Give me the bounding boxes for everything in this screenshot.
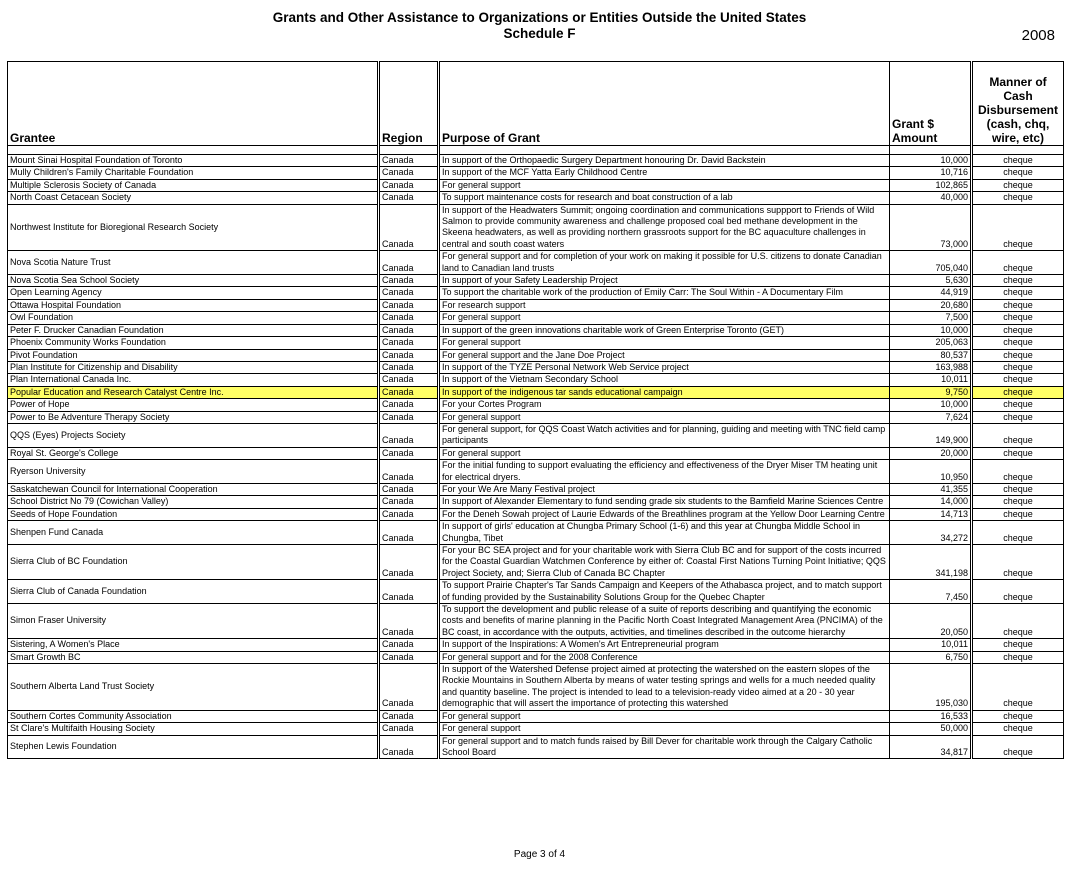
purpose-cell: In support of the TYZE Personal Network Web Service project xyxy=(439,361,890,373)
manner-cell: cheque xyxy=(972,604,1064,639)
amount-cell: 34,817 xyxy=(890,735,972,759)
amount-cell: 7,500 xyxy=(890,312,972,324)
grantee-cell: QQS (Eyes) Projects Society xyxy=(8,423,379,447)
purpose-cell: For general support xyxy=(439,337,890,349)
purpose-cell: For general support xyxy=(439,447,890,459)
column-header-amount xyxy=(890,62,972,146)
manner-cell: cheque xyxy=(972,337,1064,349)
manner-cell: cheque xyxy=(972,386,1064,398)
amount-header-line: Amount xyxy=(892,131,938,145)
grantee-cell: Owl Foundation xyxy=(8,312,379,324)
region-cell: Canada xyxy=(379,735,439,759)
region-cell: Canada xyxy=(379,155,439,167)
amount-cell: 16,533 xyxy=(890,710,972,722)
amount-cell: 205,063 xyxy=(890,337,972,349)
purpose-cell: For general support xyxy=(439,179,890,191)
grantee-cell: Plan Institute for Citizenship and Disability xyxy=(8,361,379,373)
grantee-cell: Open Learning Agency xyxy=(8,287,379,299)
purpose-cell: For general support xyxy=(439,312,890,324)
purpose-cell: In support of the Headwaters Summit; ongoing coordination and communications suppport to Friends of Wild Salmon to provide community awareness and challenge proposed coal bed methane development in the Skeena headwaters, as well as providing northern grassroots support for the BC aquaculture challenges in central and south coast waters xyxy=(439,204,890,251)
table-row xyxy=(8,411,1064,423)
purpose-cell: For general support and for completion of your work on making it possible for U.S. citizens to donate Canadian land to Canadian land trusts xyxy=(439,251,890,275)
table-row xyxy=(8,275,1064,287)
manner-cell: cheque xyxy=(972,312,1064,324)
region-cell: Canada xyxy=(379,275,439,287)
region-cell: Canada xyxy=(379,399,439,411)
document-subtitle: Schedule F xyxy=(503,26,576,41)
amount-cell: 149,900 xyxy=(890,423,972,447)
grantee-cell: Mount Sinai Hospital Foundation of Toronto xyxy=(8,155,379,167)
amount-cell: 20,680 xyxy=(890,299,972,311)
grantee-cell: Phoenix Community Works Foundation xyxy=(8,337,379,349)
purpose-cell: For general support and for the 2008 Conference xyxy=(439,651,890,663)
amount-cell: 80,537 xyxy=(890,349,972,361)
grantee-cell: St Clare's Multifaith Housing Society xyxy=(8,723,379,735)
amount-cell: 14,000 xyxy=(890,496,972,508)
manner-cell: cheque xyxy=(972,735,1064,759)
manner-cell: cheque xyxy=(972,521,1064,545)
purpose-cell: For the initial funding to support evaluating the efficiency and effectiveness of the Dryer Miser TM heating unit for electrical dryers. xyxy=(439,460,890,484)
manner-cell: cheque xyxy=(972,349,1064,361)
grantee-cell: Plan International Canada Inc. xyxy=(8,374,379,386)
manner-cell: cheque xyxy=(972,299,1064,311)
region-cell: Canada xyxy=(379,361,439,373)
table-row xyxy=(8,374,1064,386)
purpose-cell: In support of the Orthopaedic Surgery Department honouring Dr. David Backstein xyxy=(439,155,890,167)
manner-header-line: (cash, chq, xyxy=(986,117,1050,131)
region-cell: Canada xyxy=(379,496,439,508)
manner-cell: cheque xyxy=(972,496,1064,508)
manner-cell: cheque xyxy=(972,664,1064,711)
purpose-cell: In support of the green innovations charitable work of Green Enterprise Toronto (GET) xyxy=(439,324,890,336)
table-row xyxy=(8,710,1064,722)
grantee-cell: Nova Scotia Sea School Society xyxy=(8,275,379,287)
manner-cell: cheque xyxy=(972,251,1064,275)
table-row xyxy=(8,155,1064,167)
region-cell: Canada xyxy=(379,312,439,324)
amount-cell: 10,000 xyxy=(890,399,972,411)
purpose-cell: In support of the Vietnam Secondary School xyxy=(439,374,890,386)
column-header-grantee: Grantee xyxy=(8,62,379,146)
grantee-cell: North Coast Cetacean Society xyxy=(8,192,379,204)
table-row xyxy=(8,349,1064,361)
amount-cell: 10,000 xyxy=(890,155,972,167)
grantee-cell: Ryerson University xyxy=(8,460,379,484)
purpose-cell: For your We Are Many Festival project xyxy=(439,483,890,495)
amount-cell: 20,050 xyxy=(890,604,972,639)
region-cell: Canada xyxy=(379,460,439,484)
grantee-cell: Pivot Foundation xyxy=(8,349,379,361)
page-number: Page 3 of 4 xyxy=(513,849,566,860)
grants-table xyxy=(7,61,1064,759)
amount-cell: 20,000 xyxy=(890,447,972,459)
grantee-cell: Multiple Sclerosis Society of Canada xyxy=(8,179,379,191)
manner-cell: cheque xyxy=(972,411,1064,423)
grantee-cell: Nova Scotia Nature Trust xyxy=(8,251,379,275)
amount-cell: 102,865 xyxy=(890,179,972,191)
manner-cell: cheque xyxy=(972,374,1064,386)
grantee-cell: Seeds of Hope Foundation xyxy=(8,508,379,520)
region-cell: Canada xyxy=(379,651,439,663)
manner-cell: cheque xyxy=(972,155,1064,167)
manner-cell: cheque xyxy=(972,399,1064,411)
region-cell: Canada xyxy=(379,204,439,251)
amount-header-line: Grant $ xyxy=(892,117,935,131)
amount-cell: 705,040 xyxy=(890,251,972,275)
amount-cell: 41,355 xyxy=(890,483,972,495)
grantee-cell: Power of Hope xyxy=(8,399,379,411)
amount-cell: 195,030 xyxy=(890,664,972,711)
table-row xyxy=(8,508,1064,520)
table-row xyxy=(8,386,1064,398)
region-cell: Canada xyxy=(379,386,439,398)
purpose-cell: For your Cortes Program xyxy=(439,399,890,411)
grantee-cell: Peter F. Drucker Canadian Foundation xyxy=(8,324,379,336)
manner-header-line: wire, etc) xyxy=(991,131,1045,145)
table-row xyxy=(8,580,1064,604)
manner-cell: cheque xyxy=(972,447,1064,459)
purpose-cell: In support of girls' education at Chungba Primary School (1-6) and this year at Chungba Middle School in Chungba, Tibet xyxy=(439,521,890,545)
table-row xyxy=(8,287,1064,299)
header-row xyxy=(8,62,1064,146)
grantee-cell: Northwest Institute for Bioregional Research Society xyxy=(8,204,379,251)
grantee-cell: Smart Growth BC xyxy=(8,651,379,663)
region-cell: Canada xyxy=(379,349,439,361)
table-row xyxy=(8,651,1064,663)
table-row xyxy=(8,399,1064,411)
amount-cell: 6,750 xyxy=(890,651,972,663)
table-row xyxy=(8,496,1064,508)
purpose-cell: In support of the indigenous tar sands educational campaign xyxy=(439,386,890,398)
header-spacer xyxy=(8,146,1064,155)
table-row xyxy=(8,604,1064,639)
column-header-manner xyxy=(972,62,1064,146)
purpose-cell: To support the charitable work of the production of Emily Carr: The Soul Within - A Documentary Film xyxy=(439,287,890,299)
manner-header-line: Manner of xyxy=(989,75,1047,89)
table-row xyxy=(8,545,1064,580)
document-year: 2008 xyxy=(1021,27,1055,44)
manner-cell: cheque xyxy=(972,204,1064,251)
purpose-cell: For general support xyxy=(439,710,890,722)
amount-cell: 7,450 xyxy=(890,580,972,604)
grantee-cell: School District No 79 (Cowichan Valley) xyxy=(8,496,379,508)
manner-cell: cheque xyxy=(972,361,1064,373)
purpose-cell: For your BC SEA project and for your charitable work with Sierra Club BC and for support of the costs incurred for the Coastal Guardian Watchmen Conference by either of: Coastal First Nations Turning Point Initiative; QQS Project Society, and; Sierra Club of Canada BC Chapter xyxy=(439,545,890,580)
amount-cell: 14,713 xyxy=(890,508,972,520)
grantee-cell: Saskatchewan Council for International Cooperation xyxy=(8,483,379,495)
grantee-cell: Power to Be Adventure Therapy Society xyxy=(8,411,379,423)
grantee-cell: Sistering, A Women's Place xyxy=(8,639,379,651)
region-cell: Canada xyxy=(379,639,439,651)
manner-cell: cheque xyxy=(972,545,1064,580)
manner-cell: cheque xyxy=(972,723,1064,735)
table-row xyxy=(8,447,1064,459)
table-row xyxy=(8,423,1064,447)
manner-cell: cheque xyxy=(972,179,1064,191)
amount-cell: 73,000 xyxy=(890,204,972,251)
manner-cell: cheque xyxy=(972,651,1064,663)
table-row xyxy=(8,664,1064,711)
table-row xyxy=(8,337,1064,349)
manner-cell: cheque xyxy=(972,167,1064,179)
purpose-cell: For general support and to match funds raised by Bill Dever for charitable work through the Calgary Catholic School Board xyxy=(439,735,890,759)
purpose-cell: In support of your Safety Leadership Project xyxy=(439,275,890,287)
amount-cell: 50,000 xyxy=(890,723,972,735)
grantee-cell: Ottawa Hospital Foundation xyxy=(8,299,379,311)
region-cell: Canada xyxy=(379,167,439,179)
amount-cell: 10,011 xyxy=(890,639,972,651)
region-cell: Canada xyxy=(379,337,439,349)
amount-cell: 5,630 xyxy=(890,275,972,287)
purpose-cell: In support of the Inspirations: A Women's Art Entrepreneurial program xyxy=(439,639,890,651)
amount-cell: 163,988 xyxy=(890,361,972,373)
manner-cell: cheque xyxy=(972,639,1064,651)
table-row xyxy=(8,723,1064,735)
table-row xyxy=(8,204,1064,251)
purpose-cell: To support Prairie Chapter's Tar Sands Campaign and Keepers of the Athabasca project, and to match support of funding provided by the Sustainability Solutions Group for the Quebec Chapter xyxy=(439,580,890,604)
amount-cell: 10,950 xyxy=(890,460,972,484)
amount-cell: 9,750 xyxy=(890,386,972,398)
grantee-cell: Sierra Club of Canada Foundation xyxy=(8,580,379,604)
purpose-cell: For the Deneh Sowah project of Laurie Edwards of the Breathlines program at the Yellow Door Learning Centre xyxy=(439,508,890,520)
manner-cell: cheque xyxy=(972,192,1064,204)
purpose-cell: In support of the Watershed Defense project aimed at protecting the watershed on the eastern slopes of the Rockie Mountains in Southern Alberta by means of water testing springs and wells for a much needed quality and quantity baseline. The project is intended to lead to a television-ready video aimed at a 20 - 30 year demographic that will assert the importance of protecting this watershed xyxy=(439,664,890,711)
table-row xyxy=(8,179,1064,191)
manner-cell: cheque xyxy=(972,423,1064,447)
amount-cell: 40,000 xyxy=(890,192,972,204)
region-cell: Canada xyxy=(379,179,439,191)
amount-cell: 44,919 xyxy=(890,287,972,299)
manner-cell: cheque xyxy=(972,460,1064,484)
amount-cell: 10,716 xyxy=(890,167,972,179)
purpose-cell: To support maintenance costs for research and boat construction of a lab xyxy=(439,192,890,204)
table-row xyxy=(8,639,1064,651)
region-cell: Canada xyxy=(379,545,439,580)
table-row xyxy=(8,460,1064,484)
region-cell: Canada xyxy=(379,251,439,275)
table-row xyxy=(8,299,1064,311)
grantee-cell: Royal St. George's College xyxy=(8,447,379,459)
manner-cell: cheque xyxy=(972,287,1064,299)
table-row xyxy=(8,167,1064,179)
amount-cell: 10,011 xyxy=(890,374,972,386)
region-cell: Canada xyxy=(379,423,439,447)
manner-cell: cheque xyxy=(972,580,1064,604)
amount-cell: 34,272 xyxy=(890,521,972,545)
manner-cell: cheque xyxy=(972,483,1064,495)
region-cell: Canada xyxy=(379,508,439,520)
amount-cell: 10,000 xyxy=(890,324,972,336)
manner-cell: cheque xyxy=(972,710,1064,722)
purpose-cell: In support of Alexander Elementary to fund sending grade six students to the Bamfield Marine Sciences Centre xyxy=(439,496,890,508)
purpose-cell: For general support, for QQS Coast Watch activities and for planning, guiding and meeting with TNC field camp participants xyxy=(439,423,890,447)
table-row xyxy=(8,312,1064,324)
region-cell: Canada xyxy=(379,604,439,639)
manner-cell: cheque xyxy=(972,508,1064,520)
table-row xyxy=(8,192,1064,204)
table-row xyxy=(8,735,1064,759)
region-cell: Canada xyxy=(379,447,439,459)
grantee-cell: Mully Children's Family Charitable Foundation xyxy=(8,167,379,179)
table-row xyxy=(8,324,1064,336)
region-cell: Canada xyxy=(379,723,439,735)
region-cell: Canada xyxy=(379,580,439,604)
region-cell: Canada xyxy=(379,710,439,722)
grantee-cell: Southern Cortes Community Association xyxy=(8,710,379,722)
region-cell: Canada xyxy=(379,521,439,545)
region-cell: Canada xyxy=(379,664,439,711)
region-cell: Canada xyxy=(379,192,439,204)
purpose-cell: In support of the MCF Yatta Early Childhood Centre xyxy=(439,167,890,179)
purpose-cell: For general support and the Jane Doe Project xyxy=(439,349,890,361)
grant-rows xyxy=(8,155,1064,759)
manner-cell: cheque xyxy=(972,324,1064,336)
manner-header-line: Cash xyxy=(1003,89,1033,103)
manner-cell: cheque xyxy=(972,275,1064,287)
grantee-cell: Sierra Club of BC Foundation xyxy=(8,545,379,580)
table-row xyxy=(8,483,1064,495)
grantee-cell: Southern Alberta Land Trust Society xyxy=(8,664,379,711)
grantee-cell: Popular Education and Research Catalyst Centre Inc. xyxy=(8,386,379,398)
purpose-cell: For research support xyxy=(439,299,890,311)
region-cell: Canada xyxy=(379,411,439,423)
document-title: Grants and Other Assistance to Organizations or Entities Outside the United States xyxy=(272,10,807,25)
table-row xyxy=(8,521,1064,545)
amount-cell: 7,624 xyxy=(890,411,972,423)
grantee-cell: Shenpen Fund Canada xyxy=(8,521,379,545)
region-cell: Canada xyxy=(379,287,439,299)
column-header-purpose: Purpose of Grant xyxy=(439,62,890,146)
purpose-cell: For general support xyxy=(439,411,890,423)
region-cell: Canada xyxy=(379,483,439,495)
purpose-cell: For general support xyxy=(439,723,890,735)
region-cell: Canada xyxy=(379,324,439,336)
purpose-cell: To support the development and public release of a suite of reports describing and quantifying the economic costs and benefits of marine planning in the Pacific North Coast Integrated Management Area (PNCIMA) of the BC coast, in accordance with the outputs, activities, and timelines described in the outcome hierarchy xyxy=(439,604,890,639)
amount-cell: 341,198 xyxy=(890,545,972,580)
grantee-cell: Stephen Lewis Foundation xyxy=(8,735,379,759)
table-row xyxy=(8,251,1064,275)
manner-header-line: Disbursement xyxy=(977,103,1059,117)
region-cell: Canada xyxy=(379,299,439,311)
grantee-cell: Simon Fraser University xyxy=(8,604,379,639)
column-header-region: Region xyxy=(379,62,439,146)
table-row xyxy=(8,361,1064,373)
region-cell: Canada xyxy=(379,374,439,386)
